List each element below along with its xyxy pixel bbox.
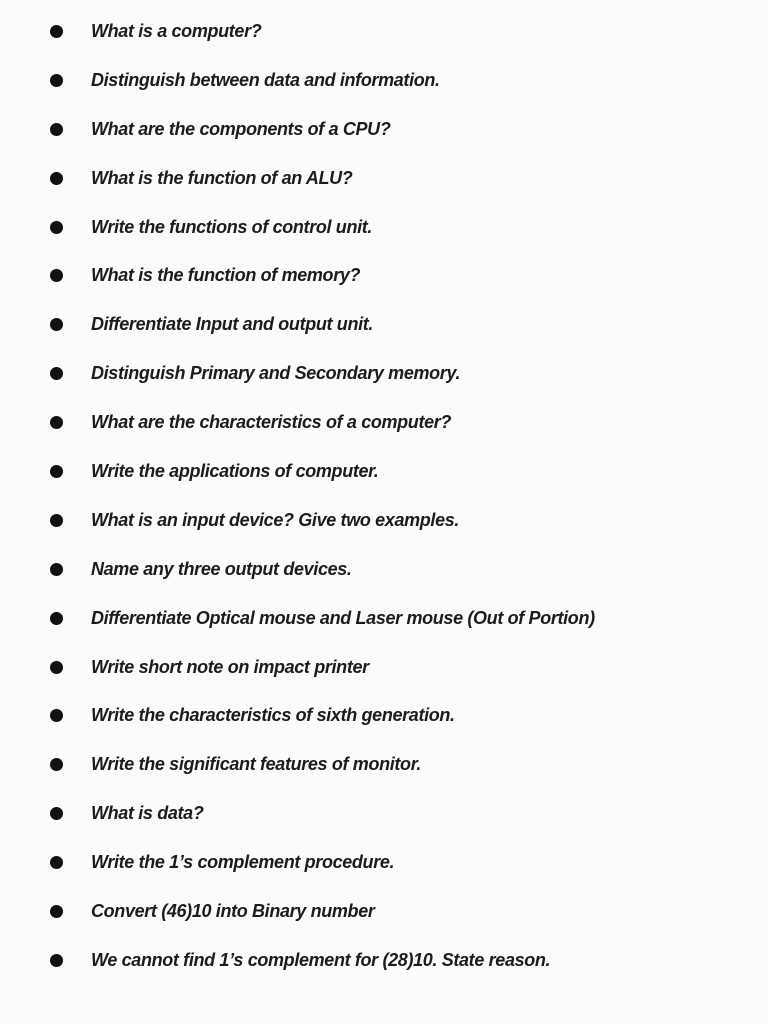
bullet-icon (50, 758, 63, 771)
list-item (0, 7, 768, 56)
list-item (0, 105, 768, 154)
bullet-icon (50, 416, 63, 429)
bullet-icon (50, 612, 63, 625)
bullet-icon (50, 25, 63, 38)
bullet-icon (50, 269, 63, 282)
list-item (0, 838, 768, 887)
bullet-icon (50, 123, 63, 136)
list-item (0, 398, 768, 447)
question-text: Distinguish Primary and Secondary memory. (91, 363, 461, 384)
question-text: Write the characteristics of sixth generation. (91, 705, 455, 726)
question-text: What is data? (91, 803, 204, 824)
question-text: What is the function of an ALU? (91, 167, 353, 188)
bullet-icon (50, 905, 63, 918)
question-text: What is the function of memory? (91, 265, 361, 286)
question-text: Write the applications of computer. (91, 460, 379, 481)
list-item (0, 691, 768, 740)
bullet-icon (50, 172, 63, 185)
bullet-icon (50, 465, 63, 478)
bullet-icon (50, 318, 63, 331)
question-text: Name any three output devices. (91, 558, 352, 579)
list-item (0, 496, 768, 545)
question-text: Differentiate Optical mouse and Laser mouse (Out of Portion) (91, 607, 595, 628)
bullet-icon (50, 367, 63, 380)
question-text: What is an input device? Give two examples. (91, 509, 460, 530)
bullet-icon (50, 807, 63, 820)
question-text: What is a computer? (91, 20, 262, 41)
list-item (0, 300, 768, 349)
list-item (0, 56, 768, 105)
list-item (0, 740, 768, 789)
question-text: Write the 1’s complement procedure. (91, 852, 395, 873)
bullet-icon (50, 563, 63, 576)
list-item (0, 789, 768, 838)
bullet-icon (50, 74, 63, 87)
question-text: What are the characteristics of a computer? (91, 412, 452, 433)
list-item (0, 594, 768, 643)
question-text: Write the functions of control unit. (91, 216, 373, 237)
question-text: Write short note on impact printer (91, 656, 369, 677)
list-item (0, 203, 768, 252)
bullet-icon (50, 856, 63, 869)
bullet-icon (50, 661, 63, 674)
bullet-icon (50, 514, 63, 527)
question-list (0, 7, 768, 985)
question-text: What are the components of a CPU? (91, 118, 391, 139)
question-text: Write the significant features of monitor. (91, 754, 422, 775)
bullet-icon (50, 221, 63, 234)
list-item (0, 447, 768, 496)
bullet-icon (50, 709, 63, 722)
list-item (0, 936, 768, 985)
list-item (0, 154, 768, 203)
question-text: Differentiate Input and output unit. (91, 314, 374, 335)
question-text: Distinguish between data and information. (91, 69, 440, 90)
list-item (0, 545, 768, 594)
list-item (0, 643, 768, 692)
list-item (0, 887, 768, 936)
question-text: We cannot find 1’s complement for (28)10. State reason. (91, 949, 551, 970)
list-item (0, 251, 768, 300)
question-text: Convert (46)10 into Binary number (91, 900, 375, 921)
bullet-icon (50, 954, 63, 967)
list-item (0, 349, 768, 398)
